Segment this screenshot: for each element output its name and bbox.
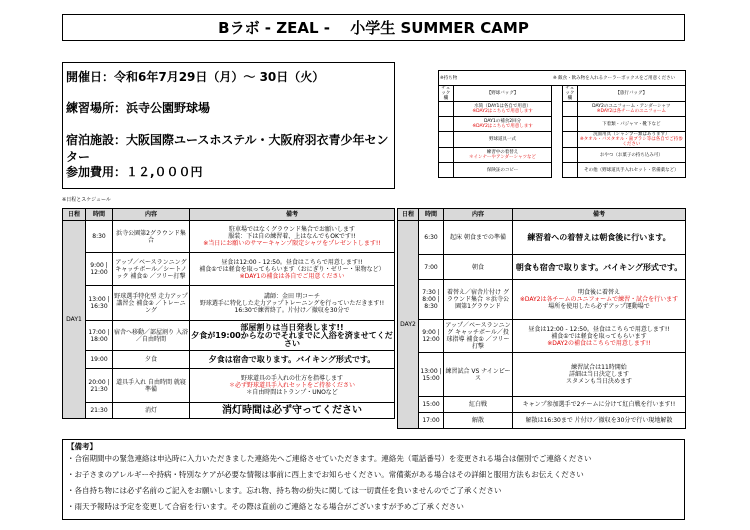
event-info-box <box>62 62 395 189</box>
trip-bag-header: 【旅行バッグ】 <box>577 86 685 102</box>
day1-schedule: 日程 時間 内容 備考 DAY1 8:30 浜寺公園第2グラウンド集合 駐車場ではなくグラウンド集合でお願いします 服装：下は自の練習着、上はなんでもOKです!! ※当日にお願いのサマーキャンプ限定シャツをプレゼントします!! 9:00 | 12:00 アップ／ベースランニング キャッチボール／シートノック 補食① ／フリー打撃 昼食は12:00 - 12:50。昼食はこちらで用意します!! 補食①では軽食を取ってもらいます（おにぎり・ゼリー・果物など） ※DAY1の補食は各自でご用意ください 13:00 | 16:30 野球選手特化型 走力アップ講習会 補食② ／トレーニング 講師：金田 明コーチ 野球選手に特化した走力アップトレーニングを行っていただきます!! 16:30で練習終了。片付け／撤収を30分で 17:00 | 18:00 宿舎へ移動／部屋割り 入浴／自由時間 部屋割りは当日発表します!! 夕食が19:00からなのでそれまでに入浴を済ませてください 19:00 夕食 夕食は宿舎で取ります。バイキング形式です。 20:00 | 21:30 道具手入れ 自由時間 就寝準備 野球道具の手入れの仕方を指導します ＊必ず野球道具手入れセットをご持参ください ＊自由時間はトランプ・UNOなど 21:30 消灯 消灯時間は必ず守ってください <box>62 208 395 419</box>
check-box[interactable] <box>439 163 454 178</box>
trip-item: その他（野球道具手入れセット・常備薬など） <box>577 163 685 178</box>
event-venue: 練習場所：浜寺公園野球場 <box>66 101 211 115</box>
check-box[interactable] <box>563 132 578 148</box>
event-fee: 参加費用：１２,０００円 <box>66 165 203 179</box>
check-box[interactable] <box>563 163 578 178</box>
check-label: チェック欄 <box>563 86 578 102</box>
practice-bag-header: 【野球バッグ】 <box>453 86 552 102</box>
check-label: チェック欄 <box>439 86 454 102</box>
event-lodging: 宿泊施設：大阪国際ユースホステル・大阪府羽衣青少年センター <box>66 133 389 164</box>
note-line: ・雨天予報時は予定を変更して合宿を行います。その際は直前のご連絡となる場合がございますが予めご了承ください <box>67 502 464 511</box>
trip-item: 洗面用具（シャンプー類はあります） ※タオル・バスタオル・歯ブラシ等は各自でご持参ください <box>577 132 685 148</box>
packing-list <box>438 70 686 205</box>
notes-header: 【備考】 <box>67 442 97 451</box>
practice-item: DAY1の補食2回分 ※DAY2はこちらで用意します <box>453 117 552 132</box>
trip-item: DAY2のユニフォーム・アンダーシャツ ※DAY2は各チームのユニフォーム <box>577 102 685 117</box>
packing-header-right: ※ 飯食・飲み物を入れるクーラーボックスをご用意ください <box>552 71 686 86</box>
check-box[interactable] <box>439 102 454 117</box>
practice-item: 保険証のコピー <box>453 163 552 178</box>
note-line: ・各自持ち物には必ず名前のご記入をお願いします。忘れ物、持ち物の紛失に関しては一切責任を負いませんのでご了承ください <box>67 486 502 495</box>
note-line: ・お子さまのアレルギーや持病・特別なケアが必要な情報は事前に西上までお知らせください。常備薬がある場合はその詳細と服用方法もお伝えください <box>67 470 584 479</box>
practice-item: 練習中の着替え ＊インナーやアンダーシャツなど <box>453 148 552 163</box>
check-box[interactable] <box>563 117 578 132</box>
check-box[interactable] <box>563 148 578 163</box>
page-title: Bラボ - ZEAL - 小学生 SUMMER CAMP <box>62 14 685 41</box>
day2-schedule: 日程 時間 内容 備考 DAY2 6:30 起床 朝食までの準備 練習着への着替えは朝食後に行います。 7:00 朝食 朝食も宿舎で取ります。バイキング形式です。 7:30 | 8:00 | 8:30 着替え／宿舎片付け グラウンド集合 ＊浜寺公園第1グラウンド 明食後に着替え ※DAY2は各チームのユニフォームで練習・試合を行います 場所を使用したら必ずアップ運動場で 9:00 | 12:00 アップ／ベースランニング キャッチボール／投球指導 補食① ／フリー打撃 昼食は12:00 - 12:50。昼食はこちらで用意します!! 補食①では軽食を取ってもらいます ※DAY2の補食はこちらで用意します!! 13:00 | 15:00 練習試合 VS ナインピース 練習試合は11時開始 詳細は当日決定します スタメンも当日決めます 15:00 紅白戦 キャンプ参加選手で2チームに分けて紅白戦を行います!! 17:00 解散 解散は16:30まで 片付け／撤収を30分で行い現地解散 <box>397 208 686 429</box>
check-box[interactable] <box>563 102 578 117</box>
check-box[interactable] <box>439 148 454 163</box>
notes-box <box>62 439 685 520</box>
practice-item: 水筒（DAY1は各自で用意） ※DAY2はこちらで用意します <box>453 102 552 117</box>
day2-label: DAY2 <box>398 221 419 429</box>
check-box[interactable] <box>439 117 454 132</box>
day1-label: DAY1 <box>63 221 86 419</box>
packing-header-left: ※持ち物 <box>439 71 552 86</box>
check-box[interactable] <box>439 132 454 148</box>
trip-item: 下着類・パジャマ・靴下など <box>577 117 685 132</box>
schedule-caption: ※日程とスケジュール <box>62 197 111 203</box>
practice-item: 野球道具一式 <box>453 132 552 148</box>
note-line: ・合宿期間中の緊急連絡は申込時に入力いただきました連絡先へご連絡させていただきます。連絡先（電話番号）を変更される場合は個別でご連絡ください <box>67 454 592 463</box>
trip-item: おやつ（お菓子の持ち込み可） <box>577 148 685 163</box>
event-dates: 開催日：令和6年7月29日（月）～ 30日（火） <box>66 70 325 84</box>
